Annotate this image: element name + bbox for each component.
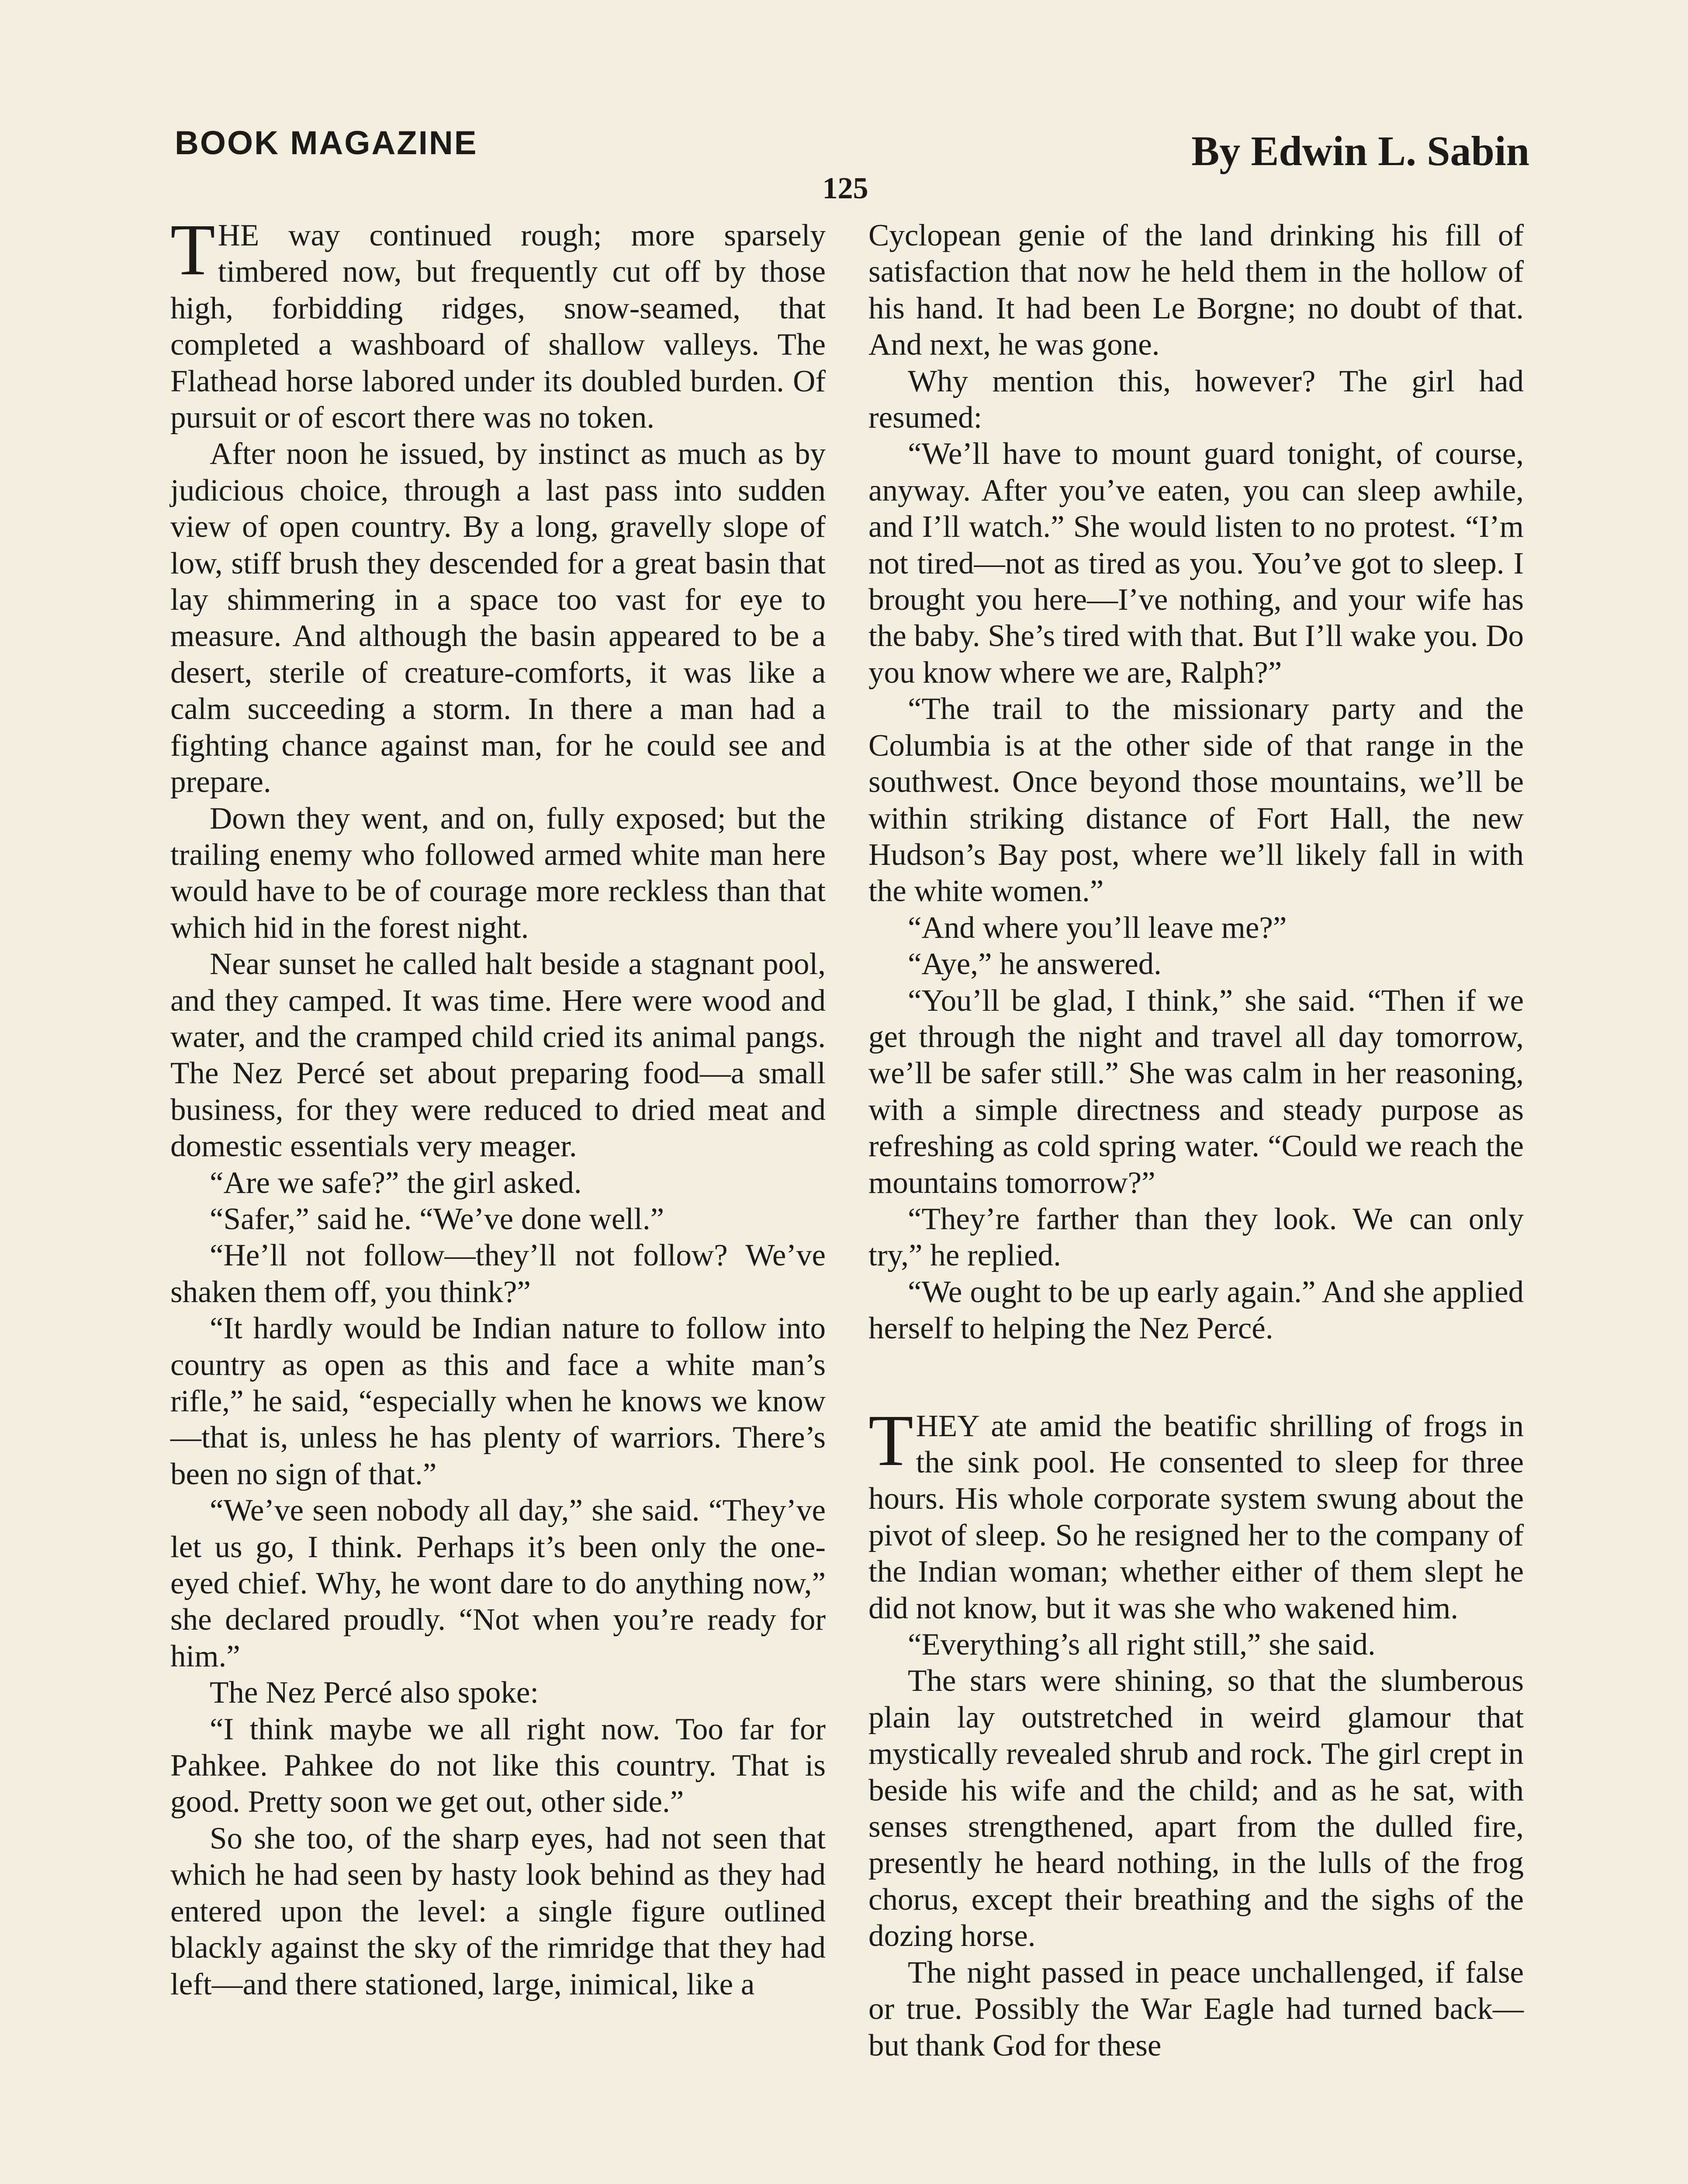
drop-cap: T [170,209,215,290]
paragraph: “He’ll not follow—they’ll not follow? We’ve shaken them off, you think?” [170,1238,826,1309]
paragraph: “I think maybe we all right now. Too far for Pahkee. Pahkee do not like this country. That is good. Pretty soon we get out, other side.” [170,1712,826,1819]
paragraph: Near sunset he called halt beside a stagnant pool, and they camped. It was time. Here were wood and water, and the cramped child cried its animal pangs. The Nez Percé set about preparing food—a small business, for they were reduced to dried meat and domestic essentials very meager. [170,947,826,1164]
paragraph: The stars were shining, so that the slumberous plain lay outstretched in weird glamour that mystically revealed shrub and rock. The girl crept in beside his wife and the child; and as he sat, with senses strengthened, apart from the dulled fire, presently he heard nothing, in the lulls of the frog chorus, except their breathing and the sighs of the dozing horse. [868,1664,1524,1953]
paragraph: “Are we safe?” the girl asked. [210,1165,582,1200]
paragraph: “You’ll be glad, I think,” she said. “Then if we get through the night and travel all day tomorrow, we’ll be safer still.” She was calm in her reasoning, with a simple directness and steady purpose as refreshing as cold spring water. “Could we reach the mountains tomorrow?” [868,983,1524,1200]
paragraph: “Safer,” said he. “We’ve done well.” [210,1202,664,1236]
author-byline: By Edwin L. Sabin [1191,128,1529,174]
right-column [868,218,1524,2064]
paragraph: THEY ate amid the beatific shrilling of frogs in the sink pool. He consented to sleep for three hours. His whole corporate system swung about the pivot of sleep. So he resigned her to the company of the Indian woman; whether either of them slept he did not know, but it was she who wakened him. [868,1400,1524,1625]
paragraph: The night passed in peace unchallenged, if false or true. Possibly the War Eagle had turned back—but thank God for these [868,1955,1524,2063]
paragraph: After noon he issued, by instinct as much as by judicious choice, through a last pass into sudden view of open country. By a long, gravelly slope of low, stiff brush they descended for a great basin that lay shimmering in a space too vast for eye to measure. And although the basin appeared to be a desert, sterile of creature-comforts, it was like a calm succeeding a storm. In there a man had a fighting chance against man, for he could see and prepare. [170,437,826,799]
paragraph: “We’ll have to mount guard tonight, of course, anyway. After you’ve eaten, you can sleep awhile, and I’ll watch.” She would listen to no protest. “I’m not tired—not as tired as you. You’ve got to sleep. I brought you here—I’ve nothing, and your wife has the baby. She’s tired with that. But I’ll wake you. Do you know where we are, Ralph?” [868,437,1524,690]
paragraph: “Aye,” he answered. [908,947,1162,981]
paragraph: So she too, of the sharp eyes, had not seen that which he had seen by hasty look behind as they had entered upon the level: a single figure outlined blackly against the sky of the rimridge that they had left—and there stationed, large, inimical, like a [170,1821,826,2001]
paragraph: THE way continued rough; more sparsely timbered now, but frequently cut off by those high, forbidding ridges, snow-seamed, that completed a washboard of shallow valleys. The Flathead horse labored under its doubled burden. Of pursuit or of escort there was no token. [170,209,826,435]
paragraph: Cyclopean genie of the land drinking his fill of satisfaction that now he held them in the hollow of his hand. It had been Le Borgne; no doubt of that. And next, he was gone. [868,218,1524,362]
paragraph: “We’ve seen nobody all day,” she said. “They’ve let us go, I think. Perhaps it’s been only the one-eyed chief. Why, he wont dare to do anything now,” she declared proudly. “Not when you’re ready for him.” [170,1493,826,1673]
drop-cap: T [868,1400,913,1481]
page-number: 125 [822,172,868,205]
paragraph: The Nez Percé also spoke: [210,1676,539,1710]
paragraph: “And where you’ll leave me?” [908,910,1287,945]
paragraph: “They’re farther than they look. We can only try,” he replied. [868,1202,1524,1273]
paragraph: Why mention this, however? The girl had resumed: [868,364,1524,435]
paragraph: Down they went, and on, fully exposed; but the trailing enemy who followed armed white man here would have to be of courage more reckless than that which hid in the forest night. [170,801,826,945]
paragraph: “Everything’s all right still,” she said. [908,1628,1376,1662]
paragraph: “The trail to the missionary party and the Columbia is at the other side of that range in the southwest. Once beyond those mountains, we’ll be within striking distance of Fort Hall, the new Hudson’s Bay post, where we’ll likely fall in with the white women.” [868,692,1524,909]
paragraph: “It hardly would be Indian nature to follow into country as open as this and face a white man’s rifle,” he said, “especially when he knows we know—that is, unless he has plenty of warriors. There’s been no sign of that.” [170,1311,826,1491]
section-break [868,1347,1524,1408]
left-column [170,209,826,2003]
magazine-title: BOOK MAGAZINE [175,124,478,162]
paragraph: “We ought to be up early again.” And she applied herself to helping the Nez Percé. [868,1275,1524,1346]
